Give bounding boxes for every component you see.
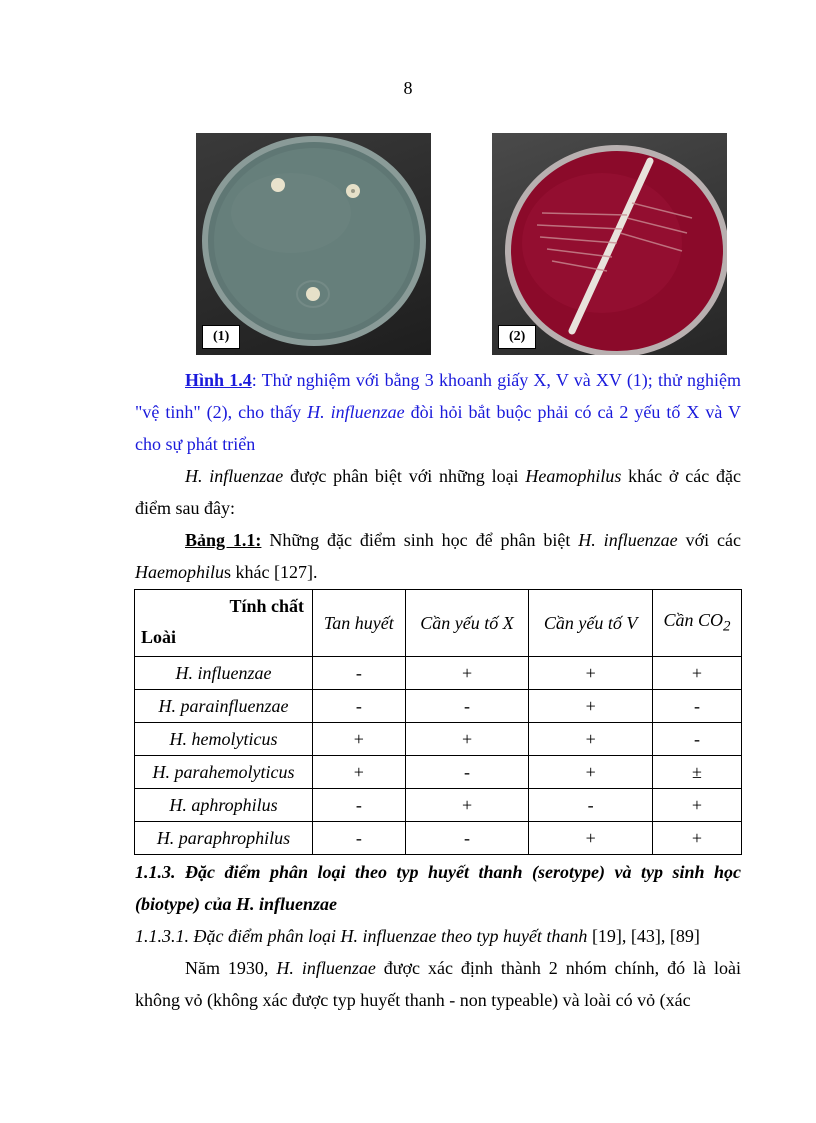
value-cell: +	[529, 690, 653, 723]
header-requires-v: Cần yếu tố V	[529, 590, 653, 657]
body-text-2: được xác định thành 2 nhóm chính, đó là loài không vỏ (không xác được typ huyết thanh - non typeable) và loài có vỏ (xác	[135, 958, 741, 1010]
value-cell: +	[405, 657, 529, 690]
intro-genus: Heamophilus	[525, 466, 622, 486]
header-requires-co2	[652, 590, 741, 657]
table-caption-text-1: Những đặc điểm sinh học để phân biệt	[261, 530, 579, 550]
table-caption-text-3: s khác [127].	[224, 562, 318, 582]
value-cell: +	[652, 822, 741, 855]
section-heading: 1.1.3. Đặc điểm phân loại theo typ huyết thanh (serotype) và typ sinh học (biotype) của H. influenzae	[135, 862, 741, 914]
table-row	[135, 789, 742, 822]
biological-characteristics-table	[134, 589, 742, 855]
species-cell: H. influenzae	[135, 657, 313, 690]
intro-species: H. influenzae	[185, 466, 284, 486]
corner-property-label: Tính chất	[229, 596, 304, 616]
figure-caption-text-1: : Thử nghiệm với bằng 3 khoanh giấy X, V và XV (1); thử nghiệm "vệ tinh" (2), cho thấy	[135, 370, 741, 422]
table-corner-cell	[135, 590, 313, 657]
table-caption-species: H. influenzae	[578, 530, 678, 550]
species-cell: H. parahemolyticus	[135, 756, 313, 789]
figure-photo-1	[196, 133, 431, 355]
table-caption-label: Bảng 1.1:	[185, 530, 262, 550]
header-requires-x: Cần yếu tố X	[405, 590, 529, 657]
table-row	[135, 822, 742, 855]
value-cell: +	[652, 657, 741, 690]
body-species: H. influenzae	[276, 958, 376, 978]
value-cell: -	[313, 789, 406, 822]
species-cell: H. paraphrophilus	[135, 822, 313, 855]
figure-caption-label[interactable]: Hình 1.4	[185, 370, 252, 390]
value-cell: -	[405, 822, 529, 855]
value-cell: +	[313, 756, 406, 789]
value-cell: -	[313, 822, 406, 855]
intro-text-2: khác ở các đặc điểm sau đây:	[135, 466, 741, 518]
table-caption-text-2: với các	[677, 530, 741, 550]
figure-caption-text-2: đòi hỏi bắt buộc phải có cả 2 yếu tố X và V cho sự phát triển	[135, 402, 741, 454]
value-cell: +	[529, 723, 653, 756]
value-cell: +	[529, 822, 653, 855]
table-caption-genus: Haemophilu	[135, 562, 224, 582]
value-cell: -	[405, 690, 529, 723]
value-cell: +	[313, 723, 406, 756]
value-cell: ±	[652, 756, 741, 789]
value-cell: -	[652, 723, 741, 756]
value-cell: +	[529, 657, 653, 690]
value-cell: +	[652, 789, 741, 822]
subsection-heading	[135, 920, 741, 952]
table-row	[135, 690, 742, 723]
figure-caption	[135, 364, 741, 460]
species-cell: H. aphrophilus	[135, 789, 313, 822]
value-cell: -	[529, 789, 653, 822]
corner-species-label: Loài	[141, 627, 177, 647]
table-row	[135, 657, 742, 690]
table-header-row	[135, 590, 742, 657]
subsection-heading-refs: [19], [43], [89]	[587, 926, 700, 946]
table-caption	[135, 524, 741, 588]
header-co2-subscript: 2	[723, 618, 731, 635]
header-hemolysis: Tan huyết	[313, 590, 406, 657]
agar-plate-xv-disks-image	[196, 133, 431, 355]
value-cell: -	[652, 690, 741, 723]
value-cell: +	[529, 756, 653, 789]
blood-agar-satellite-image	[492, 133, 727, 355]
page-number: 8	[403, 78, 413, 98]
body-paragraph	[135, 952, 741, 1016]
figure-caption-species: H. influenzae	[307, 402, 405, 422]
table-row	[135, 723, 742, 756]
species-cell: H. hemolyticus	[135, 723, 313, 756]
intro-paragraph	[135, 460, 741, 524]
subsection-heading-text: 1.1.3.1. Đặc điểm phân loại H. influenzae theo typ huyết thanh	[135, 926, 588, 946]
header-co2-text: Cần CO	[663, 610, 723, 631]
figure-photo-2	[492, 133, 727, 355]
value-cell: +	[405, 723, 529, 756]
photo-1-label: (1)	[202, 325, 240, 349]
value-cell: -	[405, 756, 529, 789]
photo-2-label: (2)	[498, 325, 536, 349]
value-cell: -	[313, 690, 406, 723]
value-cell: +	[405, 789, 529, 822]
species-cell: H. parainfluenzae	[135, 690, 313, 723]
table-row	[135, 756, 742, 789]
body-text-1: Năm 1930,	[185, 958, 277, 978]
intro-text-1: được phân biệt với những loại	[283, 466, 526, 486]
value-cell: -	[313, 657, 406, 690]
